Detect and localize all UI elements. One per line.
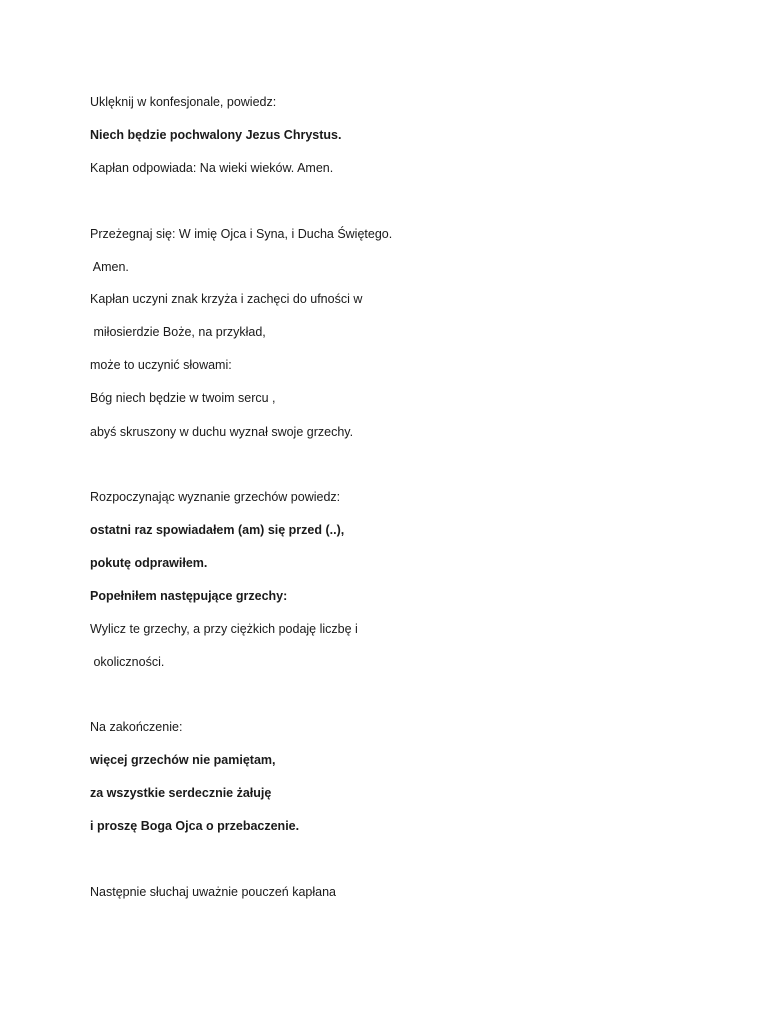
text-line: Amen. (90, 260, 129, 274)
text-line: Niech będzie pochwalony Jezus Chrystus. (90, 128, 342, 142)
text-line: Przeżegnaj się: W imię Ojca i Syna, i Ducha Świętego. (90, 227, 393, 241)
text-line: abyś skruszony w duchu wyznał swoje grzechy. (90, 425, 354, 439)
text-line: pokutę odprawiłem. (90, 556, 208, 570)
text-line: Popełniłem następujące grzechy: (90, 589, 288, 603)
text-line: może to uczynić słowami: (90, 358, 232, 372)
text-line: Uklęknij w konfesjonale, powiedz: (90, 95, 277, 109)
text-line: Wylicz te grzechy, a przy ciężkich podaję liczbę i (90, 622, 358, 636)
text-line: okoliczności. (90, 655, 165, 669)
text-line: ostatni raz spowiadałem (am) się przed (..), (90, 523, 345, 537)
text-line: miłosierdzie Boże, na przykład, (90, 325, 266, 339)
text-line: Następnie słuchaj uważnie pouczeń kapłana (90, 885, 336, 899)
text-line: Kapłan uczyni znak krzyża i zachęci do ufności w (90, 292, 363, 306)
text-line: za wszystkie serdecznie żałuję (90, 786, 272, 800)
text-line: i proszę Boga Ojca o przebaczenie. (90, 819, 300, 833)
text-line: więcej grzechów nie pamiętam, (90, 753, 276, 767)
text-line: Rozpoczynając wyznanie grzechów powiedz: (90, 490, 341, 504)
text-line: Na zakończenie: (90, 720, 183, 734)
text-line: Kapłan odpowiada: Na wieki wieków. Amen. (90, 161, 334, 175)
text-line: Bóg niech będzie w twoim sercu , (90, 391, 276, 405)
